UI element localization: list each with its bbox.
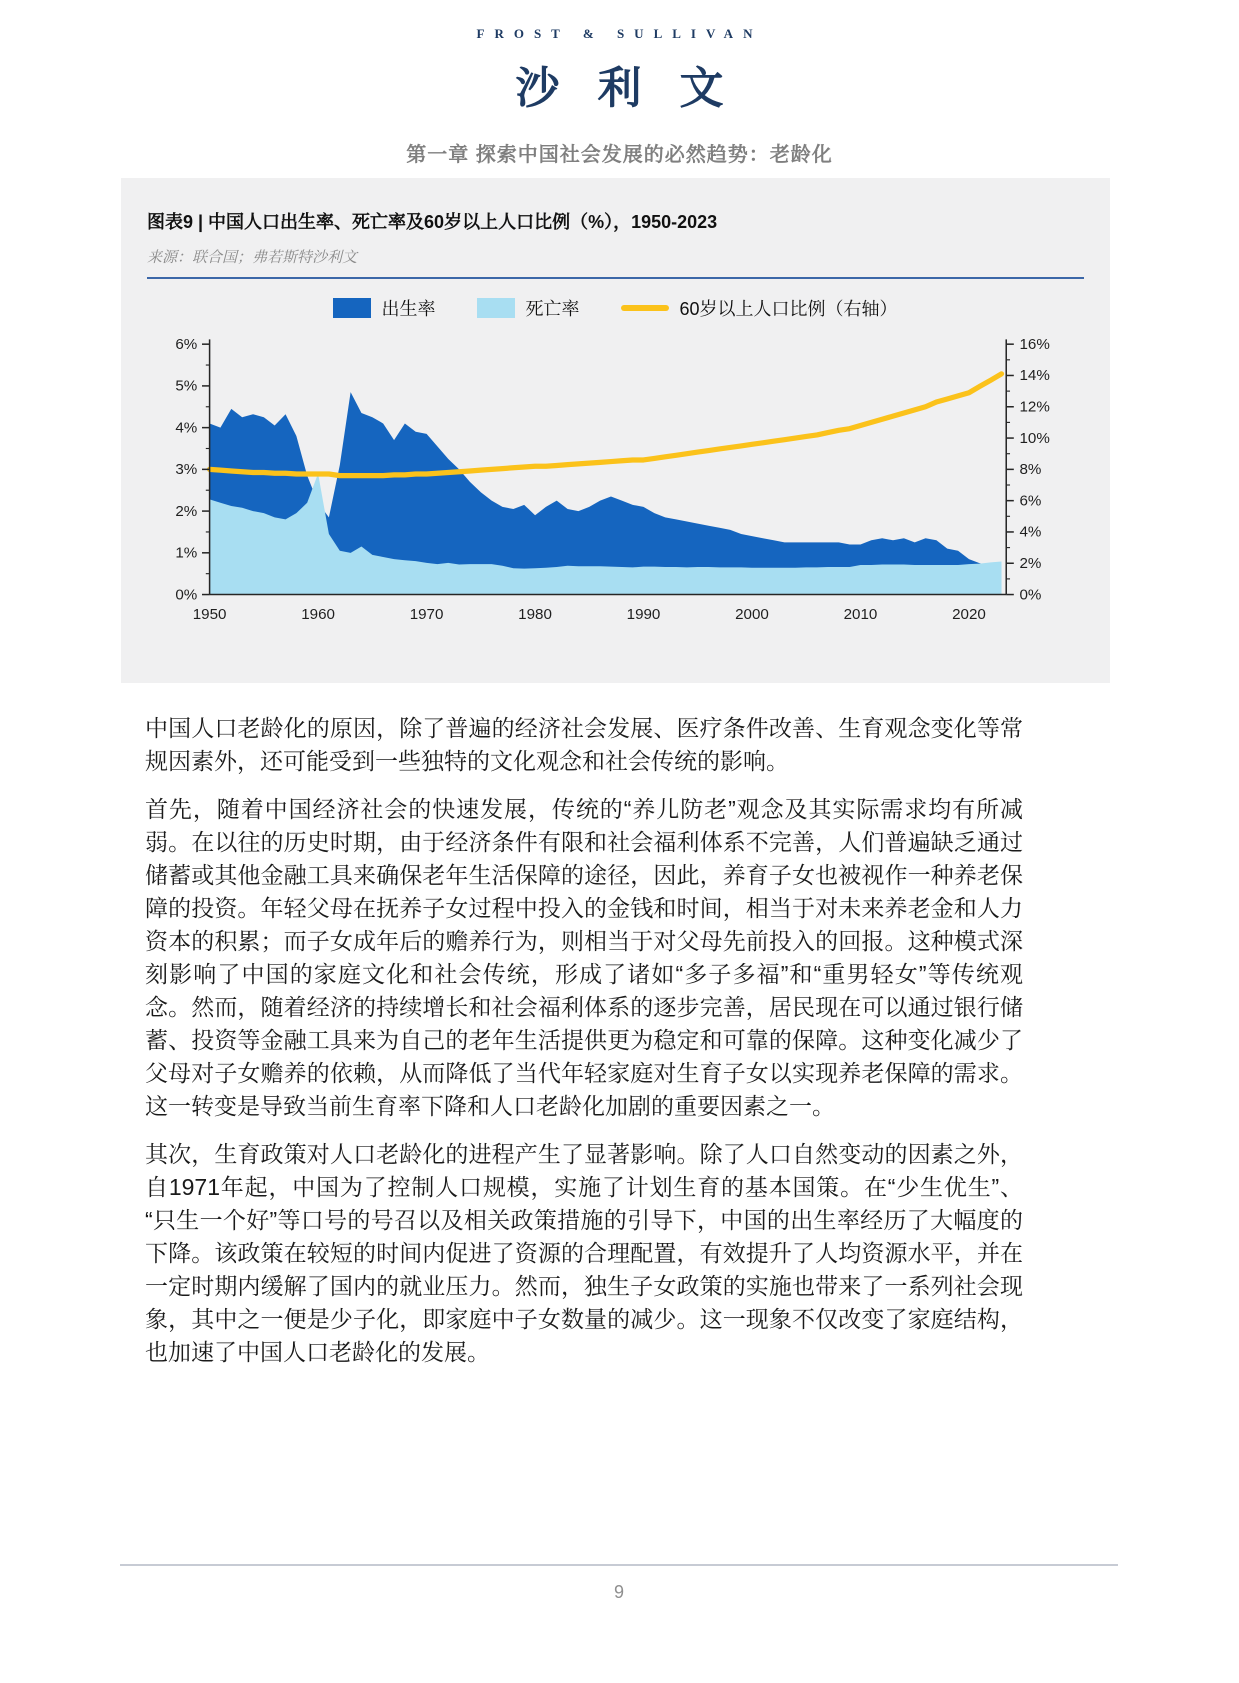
svg-text:4%: 4% [175,419,198,437]
brand-logo-text: 沙利文 [515,63,762,114]
svg-text:6%: 6% [175,335,198,353]
page-footer [120,1564,1118,1603]
svg-text:16%: 16% [1019,335,1050,353]
figure-panel [121,178,1110,683]
svg-text:2000: 2000 [735,606,769,624]
svg-text:3%: 3% [175,461,198,479]
svg-text:1970: 1970 [409,606,444,624]
page-number: 9 [613,1582,624,1602]
svg-text:5%: 5% [175,377,198,395]
footer-divider [120,1564,1118,1566]
chart-area [147,329,1084,663]
svg-text:1990: 1990 [626,606,661,624]
birth-rate-swatch-icon [333,298,371,318]
legend-item-60plus-share [621,295,897,321]
chapter-heading: 第一章 探索中国社会发展的必然趋势：老龄化 [406,144,833,166]
brand-logo [0,52,1239,116]
legend-item-death-rate [477,295,579,321]
svg-text:2%: 2% [1019,554,1042,572]
brand-wordmark: FROST & SULLIVAN [476,26,763,41]
body-text [145,712,1023,1384]
svg-text:1960: 1960 [301,606,335,624]
figure-divider [147,277,1084,279]
paragraph-2: 首先，随着中国经济社会的快速发展，传统的“养儿防老”观念及其实际需求均有所减弱。在以往的历史时期，由于经济条件有限和社会福利体系不完善，人们普遍缺乏通过储蓄或其他金融工具来确保老年生活保障的途径，因此，养育子女也被视作一种养老保障的投资。年轻父母在抚养子女过程中投入的金钱和时间，相当于对未来养老金和人力资本的积累；而子女成年后的赡养行为，则相当于对父母先前投入的回报。这种模式深刻影响了中国的家庭文化和社会传统，形成了诸如“多子多福”和“重男轻女”等传统观念。然而，随着经济的持续增长和社会福利体系的逐步完善，居民现在可以通过银行储蓄、投资等金融工具来为自己的老年生活提供更为稳定和可靠的保障。这种变化减少了父母对子女赡养的依赖，从而降低了当代年轻家庭对生育子女以实现养老保障的需求。这一转变是导致当前生育率下降和人口老龄化加剧的重要因素之一。 [145,796,1023,1119]
svg-text:1950: 1950 [192,606,227,624]
page-header [0,0,1239,167]
svg-text:0%: 0% [175,586,198,604]
figure-title: 图表9 | 中国人口出生率、死亡率及60岁以上人口比例（%），1950-2023 [147,212,718,232]
legend-label: 出生率 [381,299,436,319]
svg-text:4%: 4% [1019,523,1042,541]
legend-item-birth-rate [333,295,435,321]
legend-label: 死亡率 [525,299,580,319]
svg-text:1%: 1% [175,544,198,562]
svg-text:2020: 2020 [952,606,986,624]
paragraph-1: 中国人口老龄化的原因，除了普遍的经济社会发展、医疗条件改善、生育观念变化等常规因素外，还可能受到一些独特的文化观念和社会传统的影响。 [145,715,1023,774]
svg-text:8%: 8% [1019,461,1042,479]
chart-legend [147,295,1084,321]
svg-text:0%: 0% [1019,586,1042,604]
svg-text:14%: 14% [1019,367,1050,385]
svg-text:2010: 2010 [843,606,878,624]
svg-text:12%: 12% [1019,398,1050,416]
svg-text:10%: 10% [1019,429,1050,447]
paragraph-3: 其次，生育政策对人口老龄化的进程产生了显著影响。除了人口自然变动的因素之外，自1971年起，中国为了控制人口规模，实施了计划生育的基本国策。在“少生优生”、“只生一个好”等口号的号召以及相关政策措施的引导下，中国的出生率经历了大幅度的下降。该政策在较短的时间内促进了资源的合理配置，有效提升了人均资源水平，并在一定时期内缓解了国内的就业压力。然而，独生子女政策的实施也带来了一系列社会现象，其中之一便是少子化，即家庭中子女数量的减少。这一现象不仅改变了家庭结构，也加速了中国人口老龄化的发展。 [145,1141,1024,1365]
svg-text:1980: 1980 [518,606,552,624]
svg-text:6%: 6% [1019,492,1042,510]
legend-label: 60岁以上人口比例（右轴） [679,299,898,319]
svg-text:2%: 2% [175,502,198,520]
figure-source: 来源：联合国；弗若斯特沙利文 [147,249,358,266]
population-rates-chart [147,329,1084,663]
60plus-line-swatch-icon [621,305,669,311]
death-rate-swatch-icon [477,298,515,318]
